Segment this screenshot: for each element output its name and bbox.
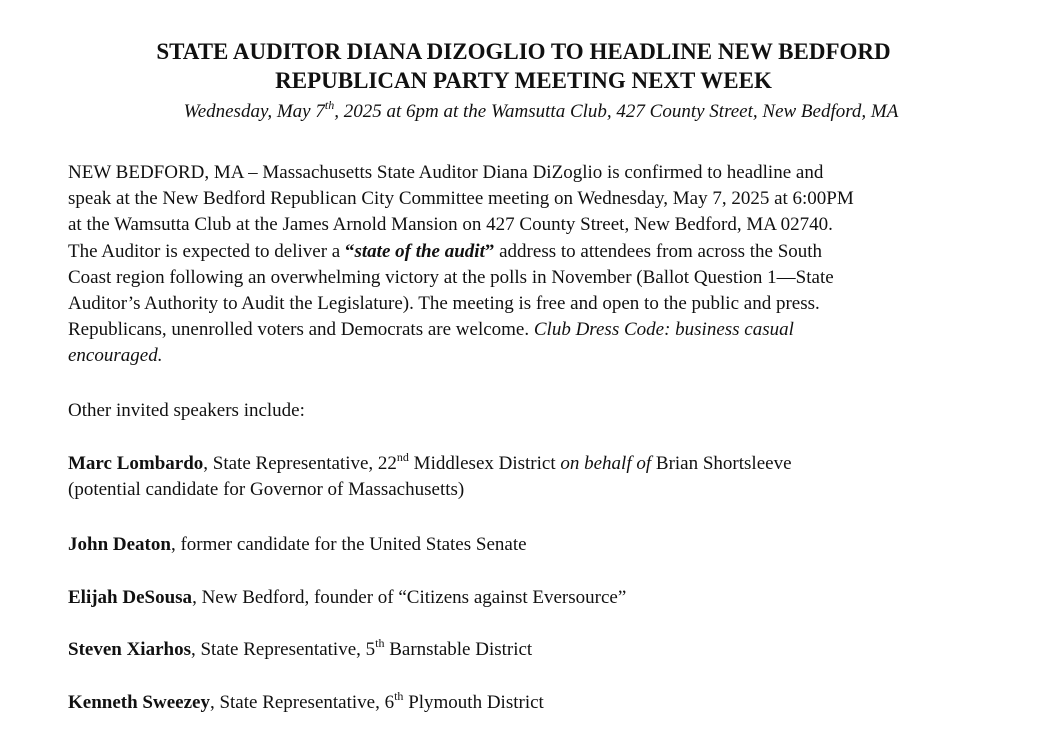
ordinal-suffix: th: [394, 688, 404, 703]
dateline-ordinal: th: [324, 97, 335, 112]
body-paragraph: [68, 160, 1018, 370]
speaker-desc: , State Representative, 6: [209, 692, 395, 713]
speaker-desc: Middlesex District: [408, 453, 561, 474]
speaker-desc: Brian Shortsleeve: [651, 453, 792, 474]
body-line: [68, 317, 1018, 343]
body-text: Republicans, unenrolled voters and Democrats are welcome.: [68, 319, 534, 341]
body-line: NEW BEDFORD, MA – Massachusetts State Auditor Diana DiZoglio is confirmed to headline and: [68, 162, 824, 183]
ordinal-suffix: nd: [396, 449, 409, 464]
speakers-intro: Other invited speakers include:: [68, 400, 305, 421]
body-line: [68, 239, 1018, 265]
headline-line-2: REPUBLICAN PARTY MEETING NEXT WEEK: [275, 68, 772, 93]
speaker-line: (potential candidate for Governor of Massachusetts): [68, 479, 465, 501]
speaker-name: Steven Xiarhos: [68, 639, 191, 660]
body-line: speak at the New Bedford Republican City Committee meeting on Wednesday, May 7, 2025 at 6:00PM: [68, 188, 854, 210]
speaker-name: Elijah DeSousa: [68, 587, 193, 608]
body-line: at the Wamsutta Club at the James Arnold Mansion on 427 County Street, New Bedford, MA 02740.: [68, 214, 833, 236]
quote-mark: ”: [484, 240, 495, 262]
body-text: The Auditor is expected to deliver a: [68, 240, 345, 262]
speaker-line: [68, 637, 1018, 663]
speaker-entry: [68, 690, 1018, 716]
speaker-italic: on behalf of: [560, 453, 652, 474]
speaker-desc: , former candidate for the United States Senate: [170, 534, 527, 555]
speaker-name: Kenneth Sweezey: [68, 692, 210, 713]
body-line: Coast region following an overwhelming victory at the polls in November (Ballot Question 1—State: [68, 266, 834, 288]
speaker-line: [68, 451, 1018, 477]
speaker-entry: [68, 532, 1018, 558]
speaker-line: [68, 585, 1018, 611]
headline-line-1: STATE AUDITOR DIANA DIZOGLIO TO HEADLINE NEW BEDFORD: [156, 39, 891, 64]
speaker-desc: , New Bedford, founder of “Citizens against Eversource”: [192, 587, 627, 608]
body-line: [68, 343, 1018, 369]
speaker-entry: [68, 451, 1018, 503]
speaker-desc: , State Representative, 22: [203, 453, 397, 474]
speaker-line: [68, 532, 1018, 558]
speaker-desc: Barnstable District: [384, 639, 533, 660]
event-dateline: [0, 99, 1047, 125]
body-text: address to attendees from across the South: [494, 240, 823, 262]
dateline-location: , 2025 at 6pm at the Wamsutta Club, 427 County Street, New Bedford, MA: [334, 101, 899, 122]
speaker-entry: [68, 585, 1018, 611]
ordinal-suffix: th: [375, 635, 385, 650]
dateline-date: Wednesday, May 7: [183, 101, 325, 122]
dress-code-text: Club Dress Code: business casual: [533, 319, 794, 341]
speaker-entry: [68, 637, 1018, 663]
speaker-name: Marc Lombardo: [68, 453, 204, 474]
speaker-desc: , State Representative, 5: [190, 639, 376, 660]
state-of-the-audit-emphasis: state of the audit: [354, 240, 485, 262]
body-line: Auditor’s Authority to Audit the Legislature). The meeting is free and open to the public and press.: [68, 293, 820, 315]
dress-code-text: encouraged.: [68, 345, 163, 367]
speaker-name: John Deaton: [68, 534, 171, 555]
speaker-line: [68, 690, 1018, 716]
speaker-desc: Plymouth District: [403, 692, 544, 713]
quote-mark: “: [345, 240, 355, 262]
